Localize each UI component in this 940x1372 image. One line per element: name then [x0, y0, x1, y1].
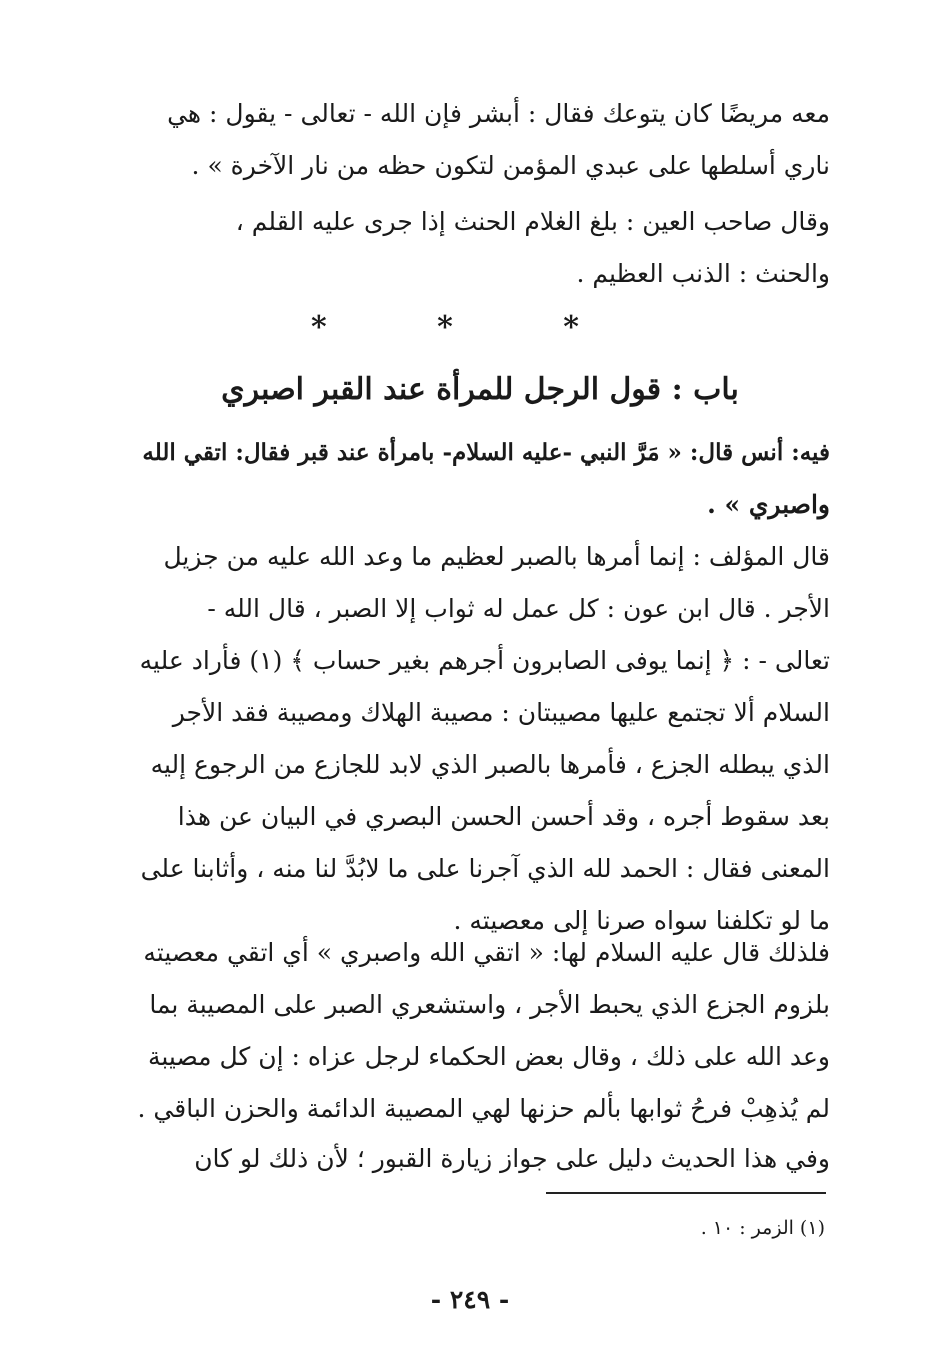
- text-line: فيه: أنس قال: « مَرَّ النبي -عليه السلام- بامرأة عند قبر فقال: اتقي الله: [142, 439, 830, 466]
- page-number: - ٢٤٩ -: [430, 1285, 510, 1314]
- text-line: واصبري » .: [707, 490, 830, 519]
- text-line: وفي هذا الحديث دليل على جواز زيارة القبور ؛ لأن ذلك لو كان: [194, 1144, 830, 1173]
- text-line: الأجر . قال ابن عون : كل عمل له ثواب إلا الصبر ، قال الله -: [207, 594, 830, 623]
- text-line: المعنى فقال : الحمد لله الذي آجرنا على ما لابُدَّ لنا منه ، وأثابنا على: [140, 854, 830, 883]
- text-line: ما لو تكلفنا سواه صرنا إلى معصيته .: [453, 906, 830, 935]
- text-line: معه مريضًا كان يتوعك فقال : أبشر فإن الله - تعالى - يقول : هي: [167, 99, 830, 128]
- hadith-paragraph: [130, 427, 830, 531]
- paragraph-4: [130, 927, 830, 1135]
- text-line: فلذلك قال عليه السلام لها: « اتقي الله واصبري » أي اتقي معصيته: [143, 938, 830, 967]
- paragraph-2: [130, 196, 830, 300]
- footnote-divider: [546, 1192, 826, 1194]
- chapter-heading: باب : قول الرجل للمرأة عند القبر اصبري: [221, 372, 739, 407]
- paragraph-5: [130, 1133, 830, 1185]
- text-line: السلام ألا تجتمع عليها مصيبتان : مصيبة الهلاك ومصيبة فقد الأجر: [172, 698, 830, 727]
- text-line: والحنث : الذنب العظيم .: [576, 259, 830, 288]
- section-separator: * * *: [311, 310, 629, 345]
- text-line: الذي يبطله الجزع ، فأمرها بالصبر الذي لابد للجازع من الرجوع إليه: [150, 750, 830, 779]
- text-line: ناري أسلطها على عبدي المؤمن لتكون حظه من نار الآخرة » .: [191, 151, 830, 180]
- text-line: بلزوم الجزع الذي يحبط الأجر ، واستشعري الصبر على المصيبة بما: [149, 990, 830, 1019]
- footnote: (١) الزمر : ١٠ .: [700, 1217, 825, 1239]
- paragraph-3: [130, 531, 830, 947]
- text-line: تعالى - : ﴿ إنما يوفى الصابرون أجرهم بغير حساب ﴾ (١) فأراد عليه: [139, 646, 830, 675]
- paragraph-1: [130, 88, 830, 192]
- text-line: قال المؤلف : إنما أمرها بالصبر لعظيم ما وعد الله عليه من جزيل: [163, 542, 830, 571]
- text-line: بعد سقوط أجره ، وقد أحسن الحسن البصري في البيان عن هذا: [177, 802, 830, 831]
- text-line: وقال صاحب العين : بلغ الغلام الحنث إذا جرى عليه القلم ،: [235, 207, 830, 236]
- text-line: وعد الله على ذلك ، وقال بعض الحكماء لرجل عزاه : إن كل مصيبة: [147, 1042, 830, 1071]
- text-line: لم يُذهِبْ فرحُ ثوابها بألم حزنها لهي المصيبة الدائمة والحزن الباقي .: [137, 1094, 830, 1123]
